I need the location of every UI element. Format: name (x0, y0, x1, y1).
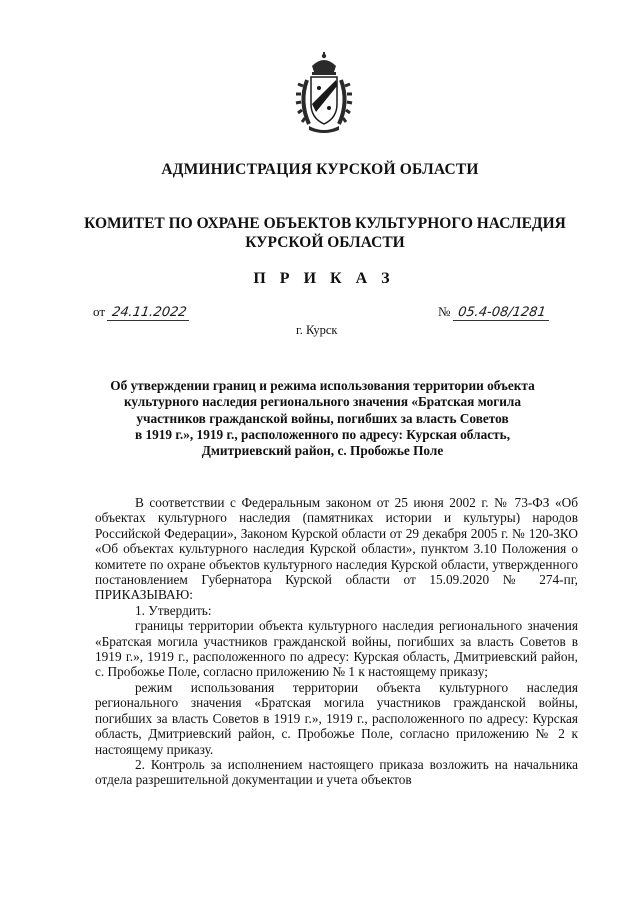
date-prefix: от (93, 304, 106, 319)
doc-type-title: П Р И К А З (253, 270, 395, 287)
control-paragraph: 2. Контроль за исполнением настоящего приказа возложить на начальника отдела разрешительной документации и учета объектов (95, 756, 578, 788)
committee-title (0, 214, 640, 252)
agency-title: АДМИНИСТРАЦИЯ КУРСКОЙ ОБЛАСТИ (161, 161, 479, 178)
handwritten-date: 24.11.2022 (107, 305, 192, 321)
committee-title-line1: КОМИТЕТ ПО ОХРАНЕ ОБЪЕКТОВ КУЛЬТУРНОГО НАСЛЕДИЯ (84, 215, 566, 232)
subject-line4: в 1919 г.», 1919 г., расположенного по адресу: Курская область, (134, 426, 511, 442)
order-number (438, 304, 549, 321)
subject-line1: Об утверждении границ и режима использования территории объекта (110, 378, 535, 393)
subject-line2: культурного наследия регионального значения «Братская могила (123, 394, 522, 410)
number-prefix: № (438, 304, 451, 319)
order-body (95, 495, 578, 788)
city: г. Курск (296, 323, 338, 337)
preamble-paragraph: В соответствии с Федеральным законом от 25 июня 2002 г. № 73-ФЗ «Об объектах культурного наследия (памятниках истории и культуры) народов Российской Федерации», Законом Курской области от 29 декабря 2005 г. № 120-ЗКО «Об объектах культурного наследия Курской области», пунктом 3.10 Положения о комитете по охране объектов культурного наследия Курской области, утвержденного постановлением Губернатора Курской области от 15.09.2020 № 274-пг, ПРИКАЗЫВАЮ: (95, 495, 578, 603)
committee-title-line2: КУРСКОЙ ОБЛАСТИ (245, 234, 405, 251)
item-1-heading: 1. Утвердить: (135, 602, 212, 618)
order-subject (100, 378, 545, 459)
regime-paragraph: режим использования территории объекта культурного наследия регионального значения «Братская могила участников гражданской войны, погибших за власть Советов в 1919 г.», 1919 г., расположенного по адресу: Курская область, Дмитриевский район, с. Пробожье Поле, согласно приложению № 2 к настоящему приказу. (95, 679, 578, 757)
order-date (93, 304, 191, 321)
boundaries-paragraph: границы территории объекта культурного наследия регионального значения «Братская могила участников гражданской войны, погибших за власть Советов в 1919 г.», 1919 г., расположенного по адресу: Курская область, Дмитриевский район, с. Пробожье Поле, согласно приложению № 1 к настоящему приказу; (95, 618, 578, 680)
coat-of-arms-icon (295, 52, 353, 136)
handwritten-number: 05.4-08/1281 (453, 305, 551, 321)
subject-line5: Дмитриевский район, с. Пробожье Поле (201, 443, 444, 459)
subject-line3: участников гражданской войны, погибших за власть Советов (136, 410, 509, 426)
